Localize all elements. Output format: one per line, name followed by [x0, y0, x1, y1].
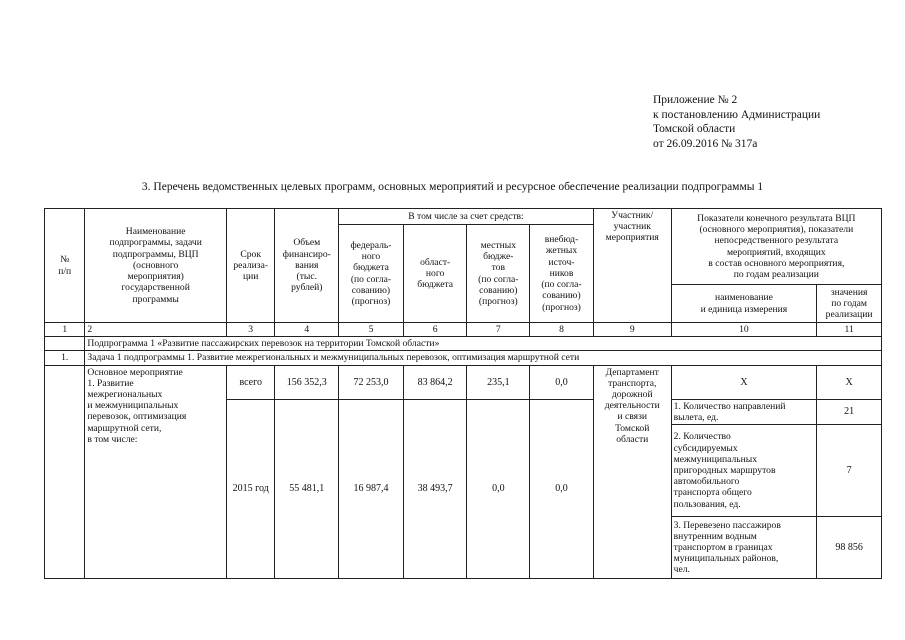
header-ind-name: наименование и единица измерения	[671, 285, 817, 323]
indicator-name: 1. Количество направлений вылета, ед.	[671, 399, 817, 424]
header-num: № п/п	[45, 209, 85, 323]
header-name: Наименование подпрограммы, задачи подпрограммы, ВЦП (основного мероприятия) государственной программы	[85, 209, 227, 323]
header-sources: В том числе за счет средств:	[339, 209, 594, 225]
col-number: 6	[403, 323, 467, 337]
header-local: местных бюдже- тов (по согла- сованию) (прогноз)	[467, 225, 530, 323]
total-ind-name: Х	[671, 365, 817, 399]
header-participant: Участник/ участник мероприятия	[593, 209, 671, 323]
participant-cell: Департамент транспорта, дорожной деятельности и связи Томской области	[593, 365, 671, 578]
total-regional: 83 864,2	[403, 365, 467, 399]
header-volume: Объем финансиро- вания (тыс. рублей)	[275, 209, 339, 323]
indicator-name: 3. Перевезено пассажиров внутренним водным транспортом в границах муниципальных районов, чел.	[671, 517, 817, 579]
appendix-line: Приложение № 2	[653, 94, 738, 106]
header-ind-value: значения по годам реализации	[817, 285, 882, 323]
y2015-term: 2015 год	[226, 399, 275, 578]
col-number: 7	[467, 323, 530, 337]
appendix-line: к постановлению Администрации	[653, 108, 821, 121]
col-number: 4	[275, 323, 339, 337]
y2015-extra: 0,0	[530, 399, 594, 578]
total-ind-value: Х	[817, 365, 882, 399]
appendix-block	[653, 93, 820, 151]
header-regional: област- ного бюджета	[403, 225, 467, 323]
header-federal: федераль- ного бюджета (по согла- сованию) (прогноз)	[339, 225, 404, 323]
col-number: 2	[85, 323, 227, 337]
subprogram-row: Подпрограмма 1 «Развитие пассажирских перевозок на территории Томской области»	[85, 337, 882, 351]
appendix-line: Томской области	[653, 123, 736, 136]
y2015-local: 0,0	[467, 399, 530, 578]
y2015-volume: 55 481,1	[275, 399, 339, 578]
header-indicators: Показатели конечного результата ВЦП (основного мероприятия), показатели непосредственного результата мероприятий, входящих в состав основного мероприятия, по годам реализации	[671, 209, 881, 285]
col-number: 8	[530, 323, 594, 337]
indicator-name: 2. Количество субсидируемых межмуниципальных пригородных маршрутов автомобильного транспорта общего пользования, ед.	[671, 425, 817, 517]
col-number: 10	[671, 323, 817, 337]
col-number: 5	[339, 323, 404, 337]
total-local: 235,1	[467, 365, 530, 399]
y2015-federal: 16 987,4	[339, 399, 404, 578]
col-number: 9	[593, 323, 671, 337]
col-number: 1	[45, 323, 85, 337]
y2015-regional: 38 493,7	[403, 399, 467, 578]
header-term: Срок реализа- ции	[226, 209, 275, 323]
col-number: 11	[817, 323, 882, 337]
indicator-value: 21	[817, 399, 882, 424]
col-number: 3	[226, 323, 275, 337]
indicator-value: 7	[817, 425, 882, 517]
appendix-line: от 26.09.2016 № 317а	[653, 137, 758, 150]
total-federal: 72 253,0	[339, 365, 404, 399]
task-num: 1.	[45, 351, 85, 365]
header-extra: внебюд- жетных источ- ников (по согла- сованию) (прогноз)	[530, 225, 594, 323]
total-volume: 156 352,3	[275, 365, 339, 399]
total-term: всего	[226, 365, 275, 399]
task-row: Задача 1 подпрограммы 1. Развитие межрегиональных и межмуниципальных перевозок, оптимизация маршрутной сети	[85, 351, 882, 365]
indicator-value: 98 856	[817, 517, 882, 579]
document-title: 3. Перечень ведомственных целевых программ, основных мероприятий и ресурсное обеспечение реализации подпрограммы 1	[141, 181, 764, 193]
measure-name: Основное мероприятие 1. Развитие межрегиональных и межмуниципальных перевозок, оптимизация маршрутной сети, в том числе:	[85, 365, 227, 578]
program-table	[44, 208, 882, 579]
total-extra: 0,0	[530, 365, 594, 399]
